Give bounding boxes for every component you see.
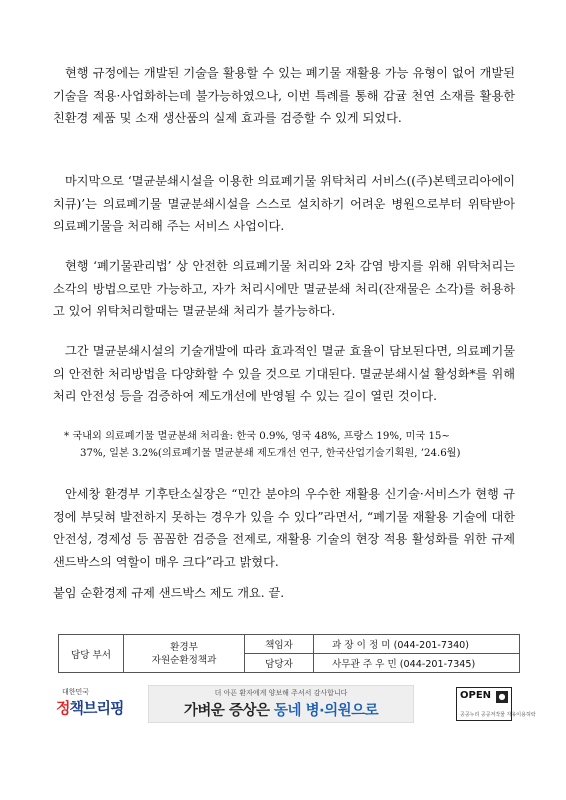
policy-briefing-logo[interactable] xyxy=(56,687,128,723)
paragraph-text: 현행 규정에는 개발된 기술을 활용할 수 있는 폐기물 재활용 가능 유형이 없어 개발된 기술을 적용·사업화하는데 불가능하였으나, 이번 특례를 통해 감귤 천연 소재를 활용한 친환경 제품 및 소재 생산품의 실제 효과를 검증할 수 있게 되었다. xyxy=(53,66,515,125)
person-cell: 사무관 주 우 민 (044-201-7345) xyxy=(314,654,520,673)
dept-line: 자원순환정책과 xyxy=(151,654,217,666)
dept-line: 환경부 xyxy=(170,641,198,653)
logo-blue-text: 책브리핑 xyxy=(69,699,124,717)
footnote-line: 37%, 일본 3.2%(의료폐기물 멸균분쇄 제도개선 연구, 한국산업기술기획원, ’24.6월) xyxy=(80,448,461,459)
logo-small-text: 대한민국 xyxy=(62,688,90,696)
logo-red-char: 정 xyxy=(56,699,70,717)
dept-label: 담당 부서 xyxy=(59,635,124,673)
open-text: OPEN xyxy=(460,690,492,701)
paragraph-text: 안세창 환경부 기후탄소실장은 “민간 분야의 우수한 재활용 신기술·서비스가 현행 규정에 부딪혀 발전하지 못하는 경우가 있을 수 있다”라면서, “폐기물 재활용 기술에 대한 안전성, 경제성 등 꼼꼼한 검증을 전제로, 재활용 기술의 현장 적용 활성화를 위한 규제 샌드박스의 역할이 매우 크다”라고 밝혔다. xyxy=(53,487,515,569)
kogl-open-badge[interactable] xyxy=(456,687,536,721)
dept-name xyxy=(124,635,245,673)
role-cell: 담당자 xyxy=(245,654,314,673)
banner-main-text xyxy=(149,699,413,720)
banner-main-part: 가벼운 증상은 xyxy=(183,703,275,719)
campaign-banner[interactable] xyxy=(148,685,414,723)
paragraph-citrus-material xyxy=(53,62,515,130)
footer xyxy=(0,679,566,725)
contact-table xyxy=(58,634,520,673)
footnote-line: * 국내외 의료폐기물 멸균분쇄 처리율: 한국 0.9%, 영국 48%, 프랑스 19%, 미국 15~ xyxy=(64,431,450,442)
table-row xyxy=(59,635,520,654)
paragraph-sterilization xyxy=(53,340,515,408)
paragraph-text: 현행 ‘폐기물관리법’ 상 안전한 의료폐기물 처리와 2차 감염 방지를 위해 위탁처리는 소각의 방법으로만 가능하고, 자가 처리시에만 멸균분쇄 처리(잔재물은 소각)를 허용하고 있어 위탁처리할때는 멸균분쇄 처리가 불가능하다. xyxy=(53,259,515,318)
role-cell: 책임자 xyxy=(245,635,314,654)
banner-top-text: 더 아픈 환자에게 양보해 주셔서 감사합니다 xyxy=(214,689,348,697)
open-sub-text: 공공누리 공공저작물 자유이용허락 xyxy=(460,712,536,718)
person-icon: ● xyxy=(496,691,508,703)
banner-main-highlight: 동네 병·의원으로 xyxy=(274,703,379,719)
paragraph-text: 그간 멸균분쇄시설의 기술개발에 따라 효과적인 멸균 효율이 담보된다면, 의료폐기물의 안전한 처리방법을 다양화할 수 있을 것으로 기대된다. 멸균분쇄시설 활성화*를 위해 처리 안전성 등을 검증하여 제도개선에 반영될 수 있는 길이 열린 것이다. xyxy=(53,344,515,403)
person-cell: 과 장 이 정 미 (044-201-7340) xyxy=(314,635,520,654)
paragraph-waste-law xyxy=(53,255,515,323)
paragraph-medical-waste-service xyxy=(53,170,515,238)
logo-big-text xyxy=(56,699,123,717)
footnote xyxy=(64,428,520,462)
paragraph-quote xyxy=(53,483,515,573)
paragraph-text: 마지막으로 ‘멸균분쇄시설을 이용한 의료폐기물 위탁처리 서비스((주)본텍코리아에이치큐)’는 의료폐기물 멸균분쇄시설을 스스로 설치하기 어려운 병원으로부터 위탁받아 의료폐기물을 처리해 주는 서비스 사업이다. xyxy=(53,174,515,233)
attachment-line: 붙임 순환경제 규제 샌드박스 제도 개요. 끝. xyxy=(53,586,285,600)
